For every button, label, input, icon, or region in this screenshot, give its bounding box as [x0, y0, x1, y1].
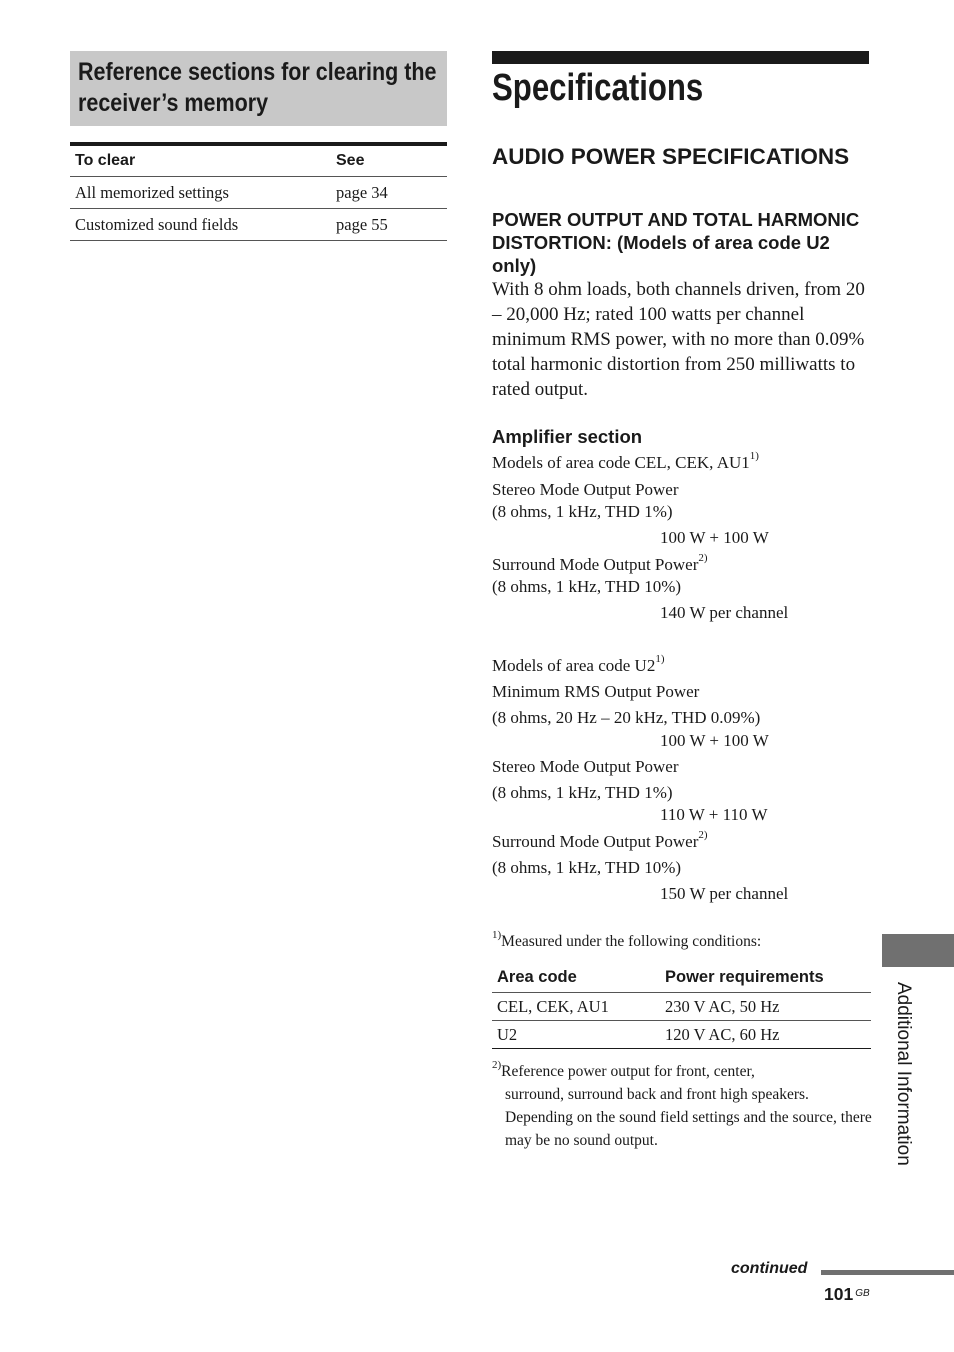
footnote-ref: 2)	[698, 829, 708, 842]
column-header-area-code: Area code	[492, 962, 660, 993]
measurement-conditions-table	[492, 962, 871, 1049]
power-output-heading: POWER OUTPUT AND TOTAL HARMONIC DISTORTION: (Models of area code U2 only)	[492, 209, 860, 276]
footnote-1	[492, 928, 762, 952]
table-cell: Customized sound fields	[70, 209, 331, 241]
column-header-power-requirements: Power requirements	[660, 962, 871, 993]
table-header-row	[492, 962, 871, 993]
footnote-first-line	[492, 1060, 872, 1083]
footnote-text: Reference power output for front, center,	[501, 1063, 755, 1080]
column-header-see: See	[331, 144, 447, 177]
table-cell: CEL, CEK, AU1	[492, 993, 660, 1021]
section-title-bar	[492, 51, 869, 64]
footnote-ref: 2)	[698, 552, 708, 565]
page-title: Specifications	[492, 67, 704, 109]
table-row	[492, 993, 871, 1021]
section-tab-label: Additional Information	[893, 982, 914, 1166]
surround-value: 140 W per channel	[660, 603, 789, 622]
stereo-label: Stereo Mode Output Power	[492, 757, 679, 776]
audio-power-heading: AUDIO POWER SPECIFICATIONS	[492, 144, 850, 169]
column-header-to-clear: To clear	[70, 144, 331, 177]
model-label: Models of area code CEL, CEK, AU1	[492, 453, 750, 472]
footnote-text: Measured under the following conditions:	[501, 933, 762, 950]
table-cell: page 34	[331, 177, 447, 209]
page-number	[824, 1283, 870, 1305]
power-output-description: With 8 ohm loads, both channels driven, from 20 – 20,000 Hz; rated 100 watts per channel minimum RMS power, with no more than 0.09% total harmonic distortion from 250 milliwatts to rated output.	[492, 279, 865, 400]
section-tab-marker	[882, 934, 954, 967]
table-row	[492, 1021, 871, 1049]
minimum-rms-label: Minimum RMS Output Power	[492, 682, 700, 701]
model-group-u2	[492, 653, 665, 676]
surround-condition: (8 ohms, 1 kHz, THD 10%)	[492, 577, 682, 596]
model-group-cel-cek-au1	[492, 450, 759, 473]
footnote-marker: 1)	[492, 928, 502, 941]
surround-label-row	[492, 829, 708, 852]
footnote-continuation: surround, surround back and front high speakers. Depending on the sound field settings and the source, there may be no sound output.	[505, 1086, 872, 1149]
stereo-value: 110 W + 110 W	[660, 805, 768, 824]
stereo-value: 100 W + 100 W	[660, 528, 769, 547]
page-number-suffix: GB	[855, 1288, 870, 1299]
table-cell: 120 V AC, 60 Hz	[660, 1021, 871, 1049]
minimum-rms-condition: (8 ohms, 20 Hz – 20 kHz, THD 0.09%)	[492, 708, 761, 727]
amplifier-section-heading: Amplifier section	[492, 426, 643, 447]
surround-label: Surround Mode Output Power	[492, 832, 699, 851]
memory-reference-table	[70, 142, 447, 241]
footnote-marker: 2)	[492, 1058, 502, 1071]
page-number-value: 101	[824, 1284, 854, 1304]
table-row	[70, 177, 447, 209]
table-cell: U2	[492, 1021, 660, 1049]
model-label: Models of area code U2	[492, 656, 656, 675]
stereo-condition: (8 ohms, 1 kHz, THD 1%)	[492, 783, 673, 802]
reference-section-header	[70, 51, 447, 126]
surround-label-row	[492, 552, 708, 575]
continued-bar	[821, 1270, 954, 1275]
table-cell: page 55	[331, 209, 447, 241]
continued-label: continued	[731, 1260, 808, 1277]
surround-value: 150 W per channel	[660, 884, 789, 903]
reference-section-title: Reference sections for clearing the receiver’s memory	[78, 58, 437, 117]
surround-condition: (8 ohms, 1 kHz, THD 10%)	[492, 858, 682, 877]
minimum-rms-value: 100 W + 100 W	[660, 731, 769, 750]
footnote-ref: 1)	[655, 653, 665, 666]
surround-label: Surround Mode Output Power	[492, 555, 699, 574]
footnote-ref: 1)	[749, 450, 759, 463]
table-cell: All memorized settings	[70, 177, 331, 209]
stereo-condition: (8 ohms, 1 kHz, THD 1%)	[492, 502, 673, 521]
stereo-label: Stereo Mode Output Power	[492, 480, 679, 499]
footnote-2	[492, 1060, 872, 1152]
table-cell: 230 V AC, 50 Hz	[660, 993, 871, 1021]
table-header-row	[70, 144, 447, 177]
table-row	[70, 209, 447, 241]
